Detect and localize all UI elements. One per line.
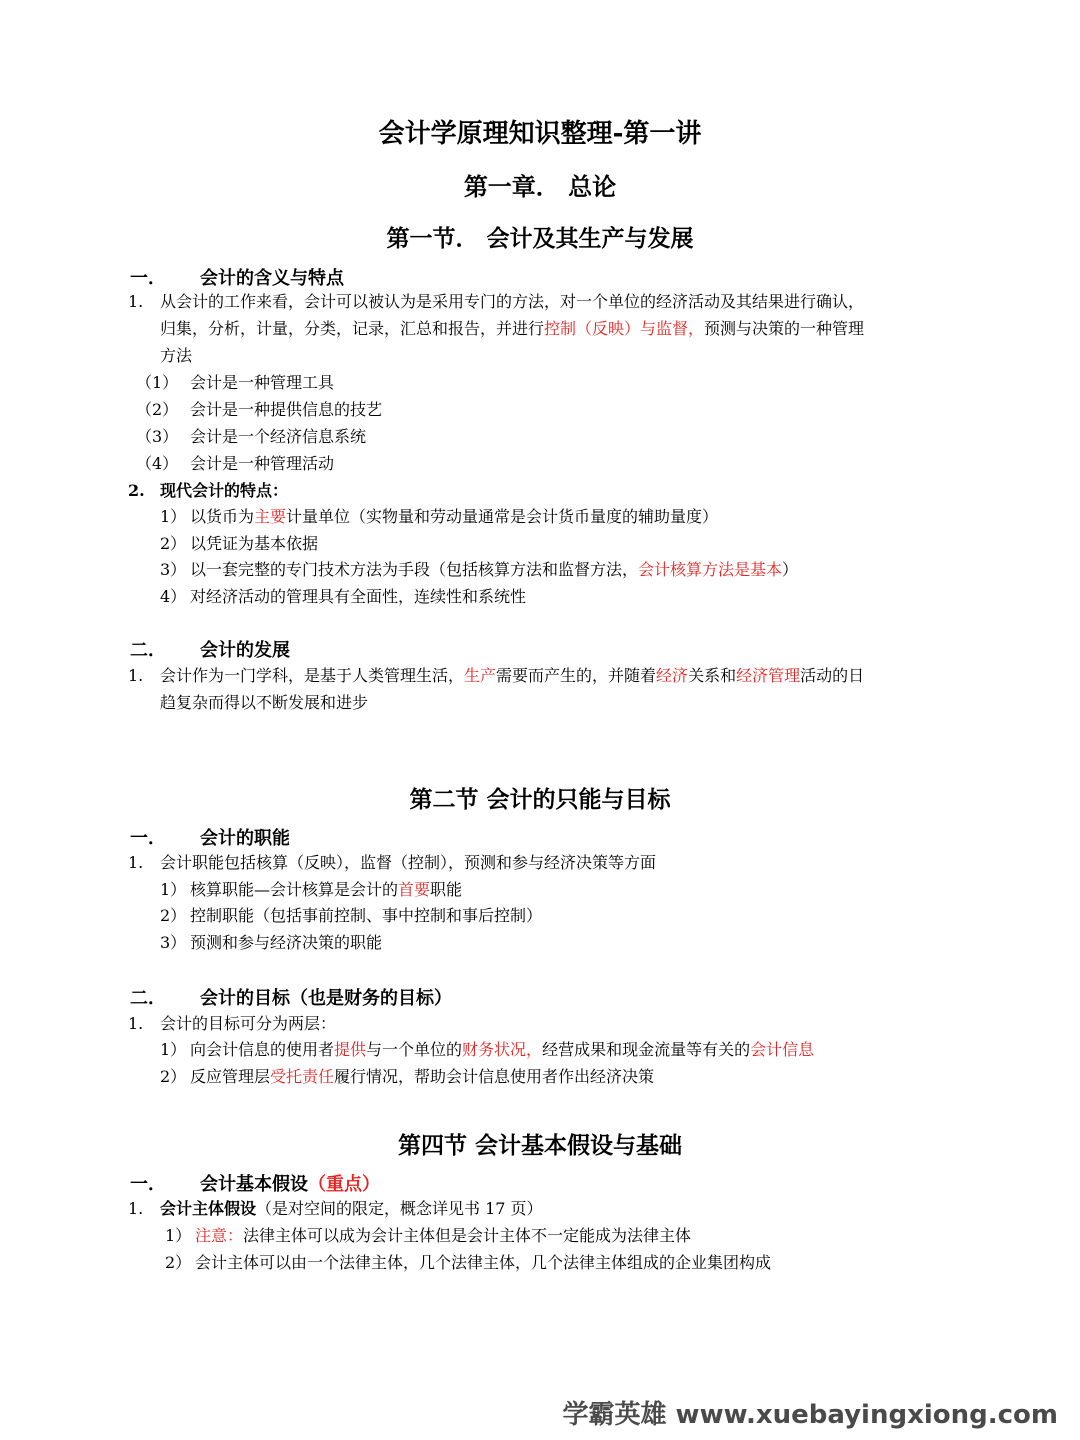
list-number: 1. xyxy=(128,666,144,685)
paragraph-line: 从会计的工作来看，会计可以被认为是采用专门的方法，对一个单位的经济活动及其结果进行确认， xyxy=(160,292,865,311)
heading-objectives: 会计的目标（也是财务的目标） xyxy=(200,988,452,1009)
heading-meaning: 会计的含义与特点 xyxy=(200,268,344,289)
list-number: 1. xyxy=(128,1014,144,1033)
list-item: 对经济活动的管理具有全面性，连续性和系统性 xyxy=(190,587,527,606)
section-title-4: 第四节 会计基本假设与基础 xyxy=(397,1132,682,1159)
list-number: 2） xyxy=(165,1253,192,1272)
list-number: 2） xyxy=(160,534,187,553)
document-title: 会计学原理知识整理-第一讲 xyxy=(378,119,702,149)
watermark: 学霸英雄 www.xuebayingxiong.com xyxy=(562,1400,1058,1430)
heading-number: 一． xyxy=(130,268,166,289)
heading-number: 一． xyxy=(130,1174,166,1195)
highlight-text: 受托责任 xyxy=(270,1067,335,1086)
list-number: 1） xyxy=(160,1040,187,1059)
list-item: 预测和参与经济决策的职能 xyxy=(190,933,383,952)
heading-number: 二． xyxy=(130,988,166,1009)
list-number: 1. xyxy=(128,853,144,872)
section-title-1: 第一节． 会计及其生产与发展 xyxy=(386,225,694,252)
list-item: 会计是一种管理活动 xyxy=(190,454,335,473)
highlight-text: 财务状况， xyxy=(462,1040,543,1059)
list-number: （3） xyxy=(136,427,179,446)
list-number: （1） xyxy=(136,373,179,392)
list-item: 向会计信息的使用者提供与一个单位的财务状况，经营成果和现金流量等有关的会计信息 xyxy=(190,1040,815,1059)
highlight-text: 经济 xyxy=(656,666,689,685)
heading-number: 一． xyxy=(130,828,166,849)
list-item: 会计是一个经济信息系统 xyxy=(190,427,367,446)
subheading: 现代会计的特点： xyxy=(160,481,289,500)
list-number: 1） xyxy=(160,507,187,526)
highlight-text: 控制（反映）与监督， xyxy=(544,319,705,338)
list-item: 控制职能（包括事前控制、事中控制和事后控制） xyxy=(190,906,543,925)
list-item: 会计是一种提供信息的技艺 xyxy=(190,400,383,419)
list-item: 以凭证为基本依据 xyxy=(190,534,319,553)
list-number: 1） xyxy=(165,1226,192,1245)
list-number: 2） xyxy=(160,1067,187,1086)
list-number: 4） xyxy=(160,587,187,606)
list-item: 反应管理层受托责任履行情况，帮助会计信息使用者作出经济决策 xyxy=(190,1067,655,1086)
list-item: 会计主体可以由一个法律主体，几个法律主体，几个法律主体组成的企业集团构成 xyxy=(195,1253,772,1272)
list-number: 1. xyxy=(128,292,144,311)
highlight-text: 首要 xyxy=(398,880,431,899)
list-number: （4） xyxy=(136,454,179,473)
list-number: 2） xyxy=(160,906,187,925)
heading-assumptions: 会计基本假设（重点） xyxy=(200,1174,380,1195)
paragraph-line: 方法 xyxy=(160,346,193,365)
highlight-text: 生产 xyxy=(464,666,497,685)
key-point-badge: （重点） xyxy=(308,1174,380,1195)
list-item: 以货币为主要计量单位（实物量和劳动量通常是会计货币量度的辅助量度） xyxy=(190,507,719,526)
paragraph-line: 会计作为一门学科，是基于人类管理生活，生产需要而产生的，并随着经济关系和经济管理活动的日 xyxy=(160,666,865,685)
list-number: （2） xyxy=(136,400,179,419)
paragraph-line: 归集，分析，计量，分类，记录，汇总和报告，并进行控制（反映）与监督，预测与决策的一种管理 xyxy=(160,319,865,338)
paragraph-line: 会计主体假设（是对空间的限定，概念详见书 17 页） xyxy=(160,1199,543,1218)
heading-development: 会计的发展 xyxy=(200,640,290,661)
list-number: 1. xyxy=(128,1199,144,1218)
highlight-text: 会计信息 xyxy=(750,1040,815,1059)
list-item: 以一套完整的专门技术方法为手段（包括核算方法和监督方法，会计核算方法是基本） xyxy=(190,560,799,579)
paragraph-line: 会计的目标可分为两层： xyxy=(160,1014,337,1033)
list-number: 3） xyxy=(160,933,187,952)
heading-functions: 会计的职能 xyxy=(200,828,290,849)
highlight-text: 提供 xyxy=(334,1040,367,1059)
paragraph-line: 会计职能包括核算（反映），监督（控制），预测和参与经济决策等方面 xyxy=(160,853,657,872)
highlight-text: 经济管理 xyxy=(736,666,801,685)
highlight-text: 主要 xyxy=(254,507,287,526)
note-label: 注意： xyxy=(195,1226,244,1245)
list-item: 会计是一种管理工具 xyxy=(190,373,335,392)
heading-number: 二． xyxy=(130,640,166,661)
list-number: 1） xyxy=(160,880,187,899)
section-title-2: 第二节 会计的只能与目标 xyxy=(409,786,671,813)
list-number: 3） xyxy=(160,560,187,579)
list-item: 核算职能—会计核算是会计的首要职能 xyxy=(190,880,463,899)
paragraph-line: 趋复杂而得以不断发展和进步 xyxy=(160,693,369,712)
list-item: 注意：法律主体可以成为会计主体但是会计主体不一定能成为法律主体 xyxy=(195,1226,692,1245)
highlight-text: 会计核算方法是基本 xyxy=(638,560,783,579)
chapter-title: 第一章． 总论 xyxy=(463,172,617,201)
list-number: 2. xyxy=(128,481,145,500)
